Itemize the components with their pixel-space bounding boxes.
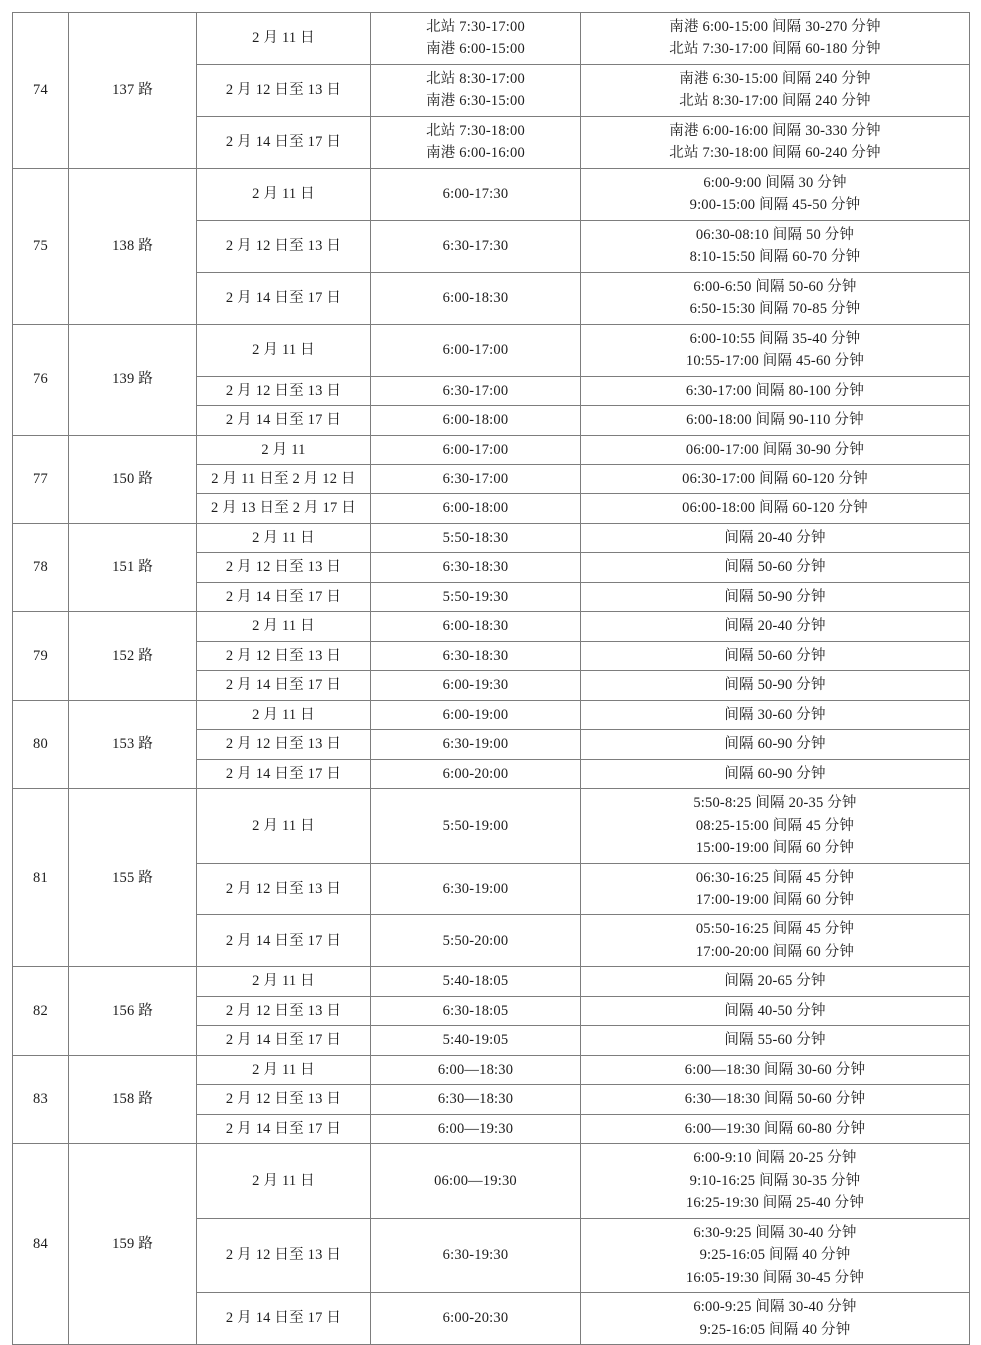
bus-route-cell: 139 路	[69, 324, 197, 435]
operating-hours-cell	[371, 915, 581, 967]
row-index-cell: 81	[13, 789, 69, 967]
departure-interval-cell	[581, 435, 970, 464]
departure-interval-line: 间隔 50-60 分钟	[724, 647, 826, 664]
table-row	[13, 1144, 970, 1218]
departure-interval-line: 5:50-8:25 间隔 20-35 分钟	[693, 795, 857, 812]
operating-hours-line: 北站 8:30-17:00	[426, 70, 525, 87]
operating-hours-line: 5:50-19:30	[442, 588, 509, 605]
date-range-cell: 2 月 14 日至 17 日	[197, 582, 371, 611]
table-row	[13, 435, 970, 464]
date-range-cell: 2 月 11 日	[197, 612, 371, 641]
table-row	[13, 523, 970, 552]
date-range-cell: 2 月 12 日至 13 日	[197, 1085, 371, 1114]
departure-interval-line: 6:00—18:30 间隔 30-60 分钟	[684, 1061, 866, 1078]
departure-interval-line: 06:00-17:00 间隔 30-90 分钟	[685, 441, 865, 458]
departure-interval-line: 6:30-17:00 间隔 80-100 分钟	[685, 382, 865, 399]
date-range-cell: 2 月 12 日至 13 日	[197, 220, 371, 272]
departure-interval-cell	[581, 1293, 970, 1345]
operating-hours-line: 5:40-18:05	[442, 973, 509, 990]
departure-interval-cell	[581, 759, 970, 788]
table-row	[13, 324, 970, 376]
bus-route-cell: 155 路	[69, 789, 197, 967]
date-range-cell: 2 月 14 日至 17 日	[197, 915, 371, 967]
departure-interval-cell	[581, 13, 970, 65]
operating-hours-line: 6:30-18:30	[442, 559, 509, 576]
departure-interval-cell	[581, 789, 970, 863]
operating-hours-line: 6:30-18:05	[442, 1002, 509, 1019]
date-range-cell: 2 月 13 日至 2 月 17 日	[197, 494, 371, 523]
schedule-table-body	[13, 13, 970, 1345]
operating-hours-cell	[371, 641, 581, 670]
operating-hours-cell	[371, 523, 581, 552]
departure-interval-cell	[581, 116, 970, 168]
departure-interval-cell	[581, 967, 970, 996]
table-row	[13, 168, 970, 220]
date-range-cell: 2 月 11 日	[197, 967, 371, 996]
operating-hours-line: 06:00—19:30	[434, 1172, 517, 1189]
date-range-cell: 2 月 11 日至 2 月 12 日	[197, 464, 371, 493]
operating-hours-line: 北站 7:30-17:00	[426, 19, 525, 35]
departure-interval-line: 间隔 50-90 分钟	[724, 677, 826, 694]
operating-hours-cell	[371, 1055, 581, 1084]
operating-hours-cell	[371, 1085, 581, 1114]
operating-hours-cell	[371, 967, 581, 996]
operating-hours-cell	[371, 612, 581, 641]
operating-hours-cell	[371, 759, 581, 788]
departure-interval-line: 06:30-16:25 间隔 45 分钟	[695, 869, 855, 886]
departure-interval-cell	[581, 64, 970, 116]
date-range-cell: 2 月 12 日至 13 日	[197, 553, 371, 582]
departure-interval-line: 6:30-9:25 间隔 30-40 分钟	[693, 1224, 857, 1241]
row-index-cell: 82	[13, 967, 69, 1055]
table-row	[13, 967, 970, 996]
departure-interval-line: 6:00-10:55 间隔 35-40 分钟	[689, 330, 861, 347]
operating-hours-cell	[371, 863, 581, 915]
departure-interval-line: 8:10-15:50 间隔 60-70 分钟	[689, 249, 861, 266]
row-index-cell: 77	[13, 435, 69, 523]
operating-hours-cell	[371, 220, 581, 272]
operating-hours-line: 6:00-20:30	[442, 1310, 509, 1327]
departure-interval-line: 6:00-9:10 间隔 20-25 分钟	[693, 1150, 857, 1167]
bus-route-cell: 158 路	[69, 1055, 197, 1143]
date-range-cell: 2 月 14 日至 17 日	[197, 1114, 371, 1143]
departure-interval-line: 间隔 30-60 分钟	[724, 706, 826, 723]
departure-interval-cell	[581, 464, 970, 493]
operating-hours-cell	[371, 494, 581, 523]
departure-interval-line: 间隔 60-90 分钟	[724, 736, 826, 753]
operating-hours-line: 6:00-18:30	[442, 618, 509, 635]
date-range-cell: 2 月 11 日	[197, 168, 371, 220]
operating-hours-cell	[371, 671, 581, 700]
departure-interval-line: 16:05-19:30 间隔 30-45 分钟	[685, 1269, 865, 1286]
operating-hours-cell	[371, 789, 581, 863]
operating-hours-line: 6:30-17:00	[442, 470, 509, 487]
departure-interval-line: 间隔 20-40 分钟	[724, 618, 826, 635]
bus-route-cell: 151 路	[69, 523, 197, 611]
operating-hours-cell	[371, 1144, 581, 1218]
operating-hours-cell	[371, 13, 581, 65]
departure-interval-cell	[581, 730, 970, 759]
bus-route-cell: 152 路	[69, 612, 197, 700]
operating-hours-line: 6:30-19:30	[442, 1247, 509, 1264]
date-range-cell: 2 月 12 日至 13 日	[197, 863, 371, 915]
operating-hours-cell	[371, 116, 581, 168]
departure-interval-cell	[581, 1144, 970, 1218]
table-row	[13, 789, 970, 863]
departure-interval-line: 9:25-16:05 间隔 40 分钟	[699, 1321, 851, 1338]
departure-interval-line: 08:25-15:00 间隔 45 分钟	[695, 817, 855, 834]
departure-interval-cell	[581, 272, 970, 324]
table-row	[13, 700, 970, 729]
departure-interval-line: 6:00-6:50 间隔 50-60 分钟	[693, 278, 857, 295]
operating-hours-cell	[371, 996, 581, 1025]
operating-hours-line: 6:30-19:00	[442, 736, 509, 753]
departure-interval-line: 06:00-18:00 间隔 60-120 分钟	[682, 500, 868, 517]
departure-interval-cell	[581, 612, 970, 641]
operating-hours-line: 6:30-18:30	[442, 647, 509, 664]
date-range-cell: 2 月 12 日至 13 日	[197, 730, 371, 759]
date-range-cell: 2 月 11 日	[197, 523, 371, 552]
departure-interval-line: 9:10-16:25 间隔 30-35 分钟	[689, 1172, 861, 1189]
bus-route-cell: 153 路	[69, 700, 197, 788]
row-index-cell: 76	[13, 324, 69, 435]
date-range-cell: 2 月 11 日	[197, 789, 371, 863]
departure-interval-line: 南港 6:00-16:00 间隔 30-330 分钟	[669, 122, 881, 139]
departure-interval-line: 6:50-15:30 间隔 70-85 分钟	[689, 301, 861, 318]
departure-interval-line: 06:30-17:00 间隔 60-120 分钟	[682, 470, 868, 487]
departure-interval-line: 北站 7:30-17:00 间隔 60-180 分钟	[669, 41, 881, 58]
date-range-cell: 2 月 14 日至 17 日	[197, 272, 371, 324]
departure-interval-line: 16:25-19:30 间隔 25-40 分钟	[685, 1195, 865, 1212]
operating-hours-line: 6:00-19:00	[442, 706, 509, 723]
operating-hours-line: 6:30-19:00	[442, 880, 509, 897]
departure-interval-line: 间隔 50-60 分钟	[724, 559, 826, 576]
operating-hours-cell	[371, 168, 581, 220]
date-range-cell: 2 月 14 日至 17 日	[197, 671, 371, 700]
operating-hours-line: 6:00-17:30	[442, 186, 509, 203]
date-range-cell: 2 月 11 日	[197, 1144, 371, 1218]
operating-hours-line: 6:00—18:30	[437, 1061, 514, 1078]
departure-interval-cell	[581, 523, 970, 552]
operating-hours-line: 6:00—19:30	[437, 1120, 514, 1137]
operating-hours-cell	[371, 730, 581, 759]
departure-interval-cell	[581, 1085, 970, 1114]
operating-hours-line: 6:00-18:30	[442, 289, 509, 306]
operating-hours-cell	[371, 64, 581, 116]
date-range-cell: 2 月 14 日至 17 日	[197, 116, 371, 168]
operating-hours-cell	[371, 1026, 581, 1055]
operating-hours-cell	[371, 582, 581, 611]
departure-interval-cell	[581, 168, 970, 220]
operating-hours-line: 5:40-19:05	[442, 1032, 509, 1049]
operating-hours-line: 6:30-17:00	[442, 382, 509, 399]
operating-hours-line: 南港 6:30-15:00	[426, 93, 525, 110]
departure-interval-line: 6:00-9:00 间隔 30 分钟	[703, 174, 847, 191]
departure-interval-line: 间隔 20-40 分钟	[724, 529, 826, 546]
operating-hours-cell	[371, 406, 581, 435]
departure-interval-cell	[581, 915, 970, 967]
departure-interval-cell	[581, 582, 970, 611]
bus-route-cell: 159 路	[69, 1144, 197, 1345]
operating-hours-cell	[371, 272, 581, 324]
date-range-cell: 2 月 11 日	[197, 1055, 371, 1084]
operating-hours-line: 6:00-17:00	[442, 341, 509, 358]
departure-interval-cell	[581, 1026, 970, 1055]
date-range-cell: 2 月 14 日至 17 日	[197, 1293, 371, 1345]
operating-hours-cell	[371, 553, 581, 582]
departure-interval-line: 间隔 55-60 分钟	[724, 1032, 826, 1049]
bus-route-cell: 150 路	[69, 435, 197, 523]
departure-interval-line: 10:55-17:00 间隔 45-60 分钟	[685, 353, 865, 370]
date-range-cell: 2 月 11 日	[197, 324, 371, 376]
departure-interval-line: 17:00-19:00 间隔 60 分钟	[695, 892, 855, 908]
departure-interval-line: 17:00-20:00 间隔 60 分钟	[695, 943, 855, 960]
row-index-cell: 78	[13, 523, 69, 611]
departure-interval-cell	[581, 700, 970, 729]
departure-interval-cell	[581, 324, 970, 376]
departure-interval-cell	[581, 494, 970, 523]
departure-interval-line: 15:00-19:00 间隔 60 分钟	[695, 840, 855, 857]
operating-hours-line: 6:30—18:30	[437, 1091, 514, 1108]
departure-interval-line: 9:00-15:00 间隔 45-50 分钟	[689, 197, 861, 214]
departure-interval-cell	[581, 863, 970, 915]
operating-hours-cell	[371, 700, 581, 729]
date-range-cell: 2 月 12 日至 13 日	[197, 376, 371, 405]
operating-hours-cell	[371, 464, 581, 493]
operating-hours-line: 5:50-19:00	[442, 817, 509, 834]
operating-hours-line: 5:50-20:00	[442, 932, 509, 949]
operating-hours-line: 6:00-18:00	[442, 500, 509, 517]
departure-interval-line: 间隔 40-50 分钟	[724, 1002, 826, 1019]
departure-interval-line: 05:50-16:25 间隔 45 分钟	[695, 921, 855, 938]
operating-hours-line: 南港 6:00-16:00	[426, 145, 525, 162]
operating-hours-cell	[371, 376, 581, 405]
row-index-cell: 80	[13, 700, 69, 788]
date-range-cell: 2 月 12 日至 13 日	[197, 64, 371, 116]
date-range-cell: 2 月 11	[197, 435, 371, 464]
departure-interval-line: 6:30—18:30 间隔 50-60 分钟	[684, 1091, 866, 1108]
operating-hours-cell	[371, 1293, 581, 1345]
date-range-cell: 2 月 11 日	[197, 700, 371, 729]
table-row	[13, 1055, 970, 1084]
bus-route-cell: 138 路	[69, 168, 197, 324]
date-range-cell: 2 月 11 日	[197, 13, 371, 65]
row-index-cell: 79	[13, 612, 69, 700]
departure-interval-cell	[581, 996, 970, 1025]
departure-interval-cell	[581, 553, 970, 582]
departure-interval-line: 北站 7:30-18:00 间隔 60-240 分钟	[669, 145, 881, 162]
departure-interval-cell	[581, 1055, 970, 1084]
departure-interval-cell	[581, 1218, 970, 1292]
operating-hours-line: 南港 6:00-15:00	[426, 41, 525, 58]
departure-interval-line: 6:00-9:25 间隔 30-40 分钟	[693, 1299, 857, 1316]
operating-hours-line: 5:50-18:30	[442, 529, 509, 546]
operating-hours-line: 6:00-19:30	[442, 677, 509, 694]
row-index-cell: 84	[13, 1144, 69, 1345]
departure-interval-line: 06:30-08:10 间隔 50 分钟	[695, 226, 855, 243]
bus-schedule-table	[12, 12, 970, 1345]
row-index-cell: 75	[13, 168, 69, 324]
departure-interval-line: 间隔 50-90 分钟	[724, 588, 826, 605]
bus-route-cell: 137 路	[69, 13, 197, 169]
departure-interval-line: 间隔 20-65 分钟	[724, 973, 826, 990]
departure-interval-cell	[581, 641, 970, 670]
date-range-cell: 2 月 14 日至 17 日	[197, 406, 371, 435]
departure-interval-cell	[581, 406, 970, 435]
table-row	[13, 13, 970, 65]
operating-hours-line: 6:00-17:00	[442, 441, 509, 458]
operating-hours-cell	[371, 324, 581, 376]
departure-interval-cell	[581, 220, 970, 272]
date-range-cell: 2 月 12 日至 13 日	[197, 1218, 371, 1292]
departure-interval-line: 9:25-16:05 间隔 40 分钟	[699, 1247, 851, 1264]
date-range-cell: 2 月 14 日至 17 日	[197, 759, 371, 788]
operating-hours-line: 6:00-18:00	[442, 412, 509, 429]
date-range-cell: 2 月 14 日至 17 日	[197, 1026, 371, 1055]
departure-interval-cell	[581, 376, 970, 405]
row-index-cell: 74	[13, 13, 69, 169]
table-row	[13, 612, 970, 641]
operating-hours-cell	[371, 1114, 581, 1143]
departure-interval-line: 间隔 60-90 分钟	[724, 765, 826, 782]
operating-hours-line: 6:30-17:30	[442, 237, 509, 254]
operating-hours-line: 6:00-20:00	[442, 765, 509, 782]
departure-interval-line: 6:00—19:30 间隔 60-80 分钟	[684, 1120, 866, 1137]
bus-route-cell: 156 路	[69, 967, 197, 1055]
departure-interval-cell	[581, 671, 970, 700]
date-range-cell: 2 月 12 日至 13 日	[197, 641, 371, 670]
operating-hours-cell	[371, 1218, 581, 1292]
departure-interval-line: 南港 6:00-15:00 间隔 30-270 分钟	[669, 19, 881, 35]
operating-hours-line: 北站 7:30-18:00	[426, 122, 525, 139]
departure-interval-line: 南港 6:30-15:00 间隔 240 分钟	[679, 70, 871, 87]
row-index-cell: 83	[13, 1055, 69, 1143]
operating-hours-cell	[371, 435, 581, 464]
departure-interval-line: 6:00-18:00 间隔 90-110 分钟	[686, 412, 864, 429]
departure-interval-cell	[581, 1114, 970, 1143]
date-range-cell: 2 月 12 日至 13 日	[197, 996, 371, 1025]
departure-interval-line: 北站 8:30-17:00 间隔 240 分钟	[679, 93, 871, 110]
